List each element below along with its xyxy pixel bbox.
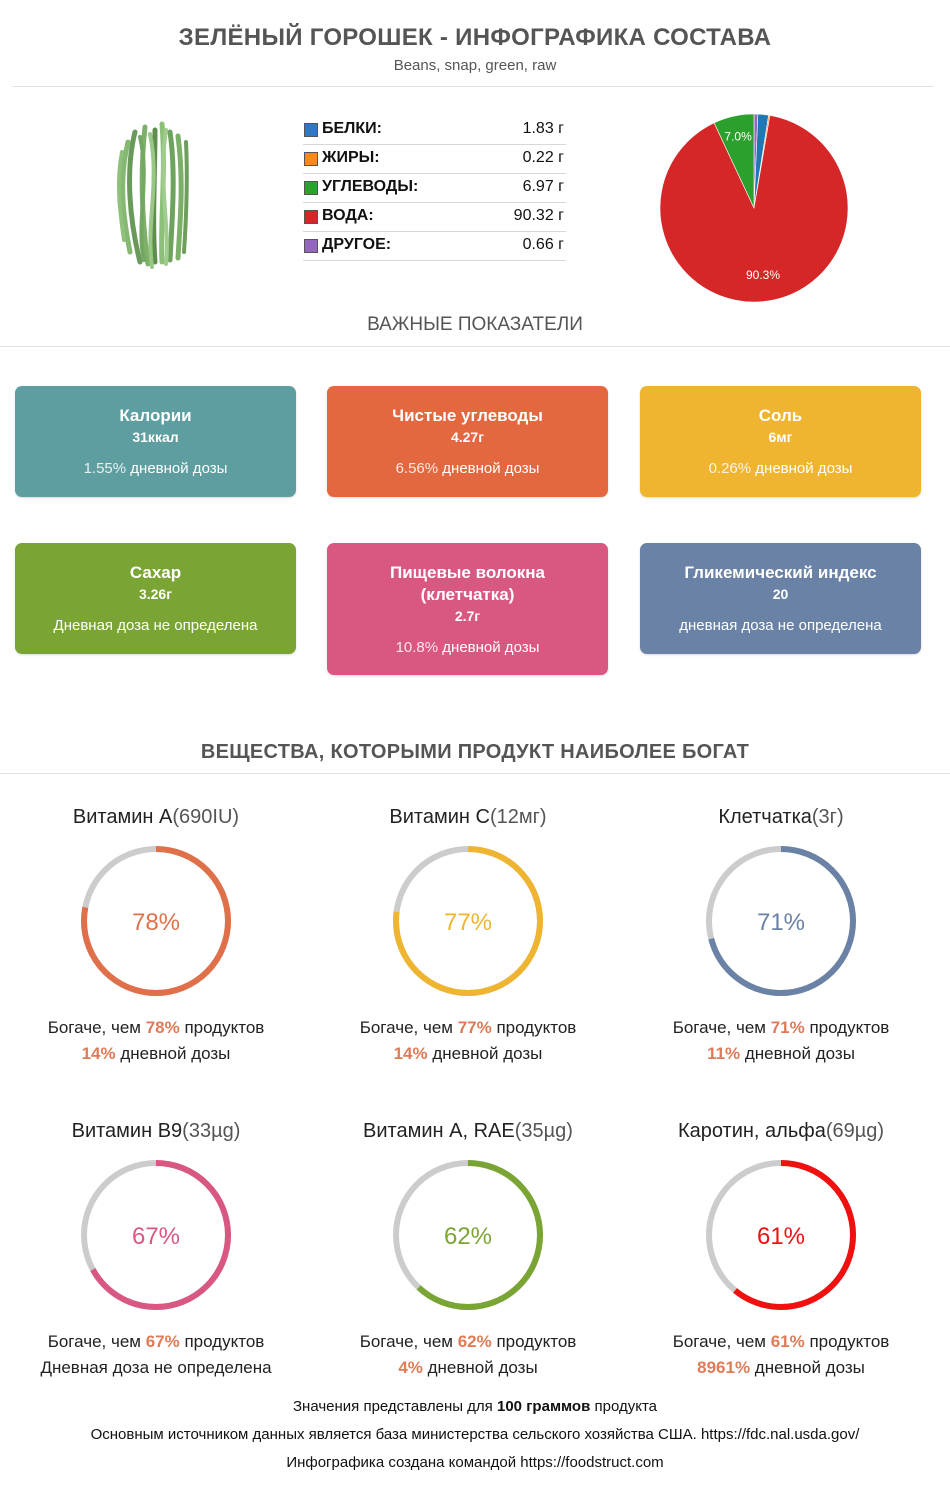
- card-title: Сахар: [129, 563, 182, 582]
- richer-than-text: Богаче, чем 78% продуктов: [47, 1018, 265, 1037]
- card-fiber: [327, 543, 608, 675]
- card-title: Гликемический индекс: [684, 563, 877, 582]
- nutrient-ring-chart: [701, 841, 861, 1001]
- macro-label: ЖИРЫ:: [322, 149, 380, 166]
- divider: [12, 86, 934, 87]
- pie-label: 90.3%: [746, 268, 781, 283]
- macro-value: 6.97 г: [522, 178, 564, 195]
- card-value: 31ккал: [132, 429, 179, 445]
- card-sugar: [15, 543, 296, 654]
- carbs-swatch: [304, 181, 318, 195]
- page-subtitle: Beans, snap, green, raw: [393, 57, 557, 74]
- divider: [0, 773, 950, 774]
- card-note: 0.26% дневной дозы: [708, 460, 853, 477]
- divider: [0, 346, 950, 347]
- nutrient-title: Витамин C(12мг): [389, 806, 547, 828]
- daily-dose-text: 14% дневной дозы: [81, 1044, 231, 1063]
- card-note: 10.8% дневной дозы: [395, 639, 540, 656]
- macro-value: 1.83 г: [522, 120, 564, 137]
- ring-percent-label: 62%: [443, 1223, 493, 1250]
- nutrient-ring-chart: [76, 841, 236, 1001]
- pie-label: 7.0%: [724, 129, 752, 144]
- card-title: Калории: [119, 406, 192, 425]
- card-glycemic-index: [640, 543, 921, 654]
- card-calories: [15, 386, 296, 497]
- richer-than-text: Богаче, чем 61% продуктов: [672, 1332, 890, 1351]
- macro-row: [303, 116, 566, 145]
- nutrient-title: Витамин A, RAE(35µg): [363, 1120, 573, 1142]
- card-value: 2.7г: [454, 608, 481, 624]
- daily-dose-text: 14% дневной дозы: [393, 1044, 543, 1063]
- nutrient-alpha-carotene: [625, 1117, 937, 1381]
- other-swatch: [304, 239, 318, 253]
- green-beans-image: [100, 112, 210, 272]
- macro-value: 0.22 г: [522, 149, 564, 166]
- richer-than-text: Богаче, чем 77% продуктов: [359, 1018, 577, 1037]
- card-title: Соль: [758, 406, 803, 425]
- nutrient-title: Клетчатка(3г): [718, 806, 844, 828]
- card-note: дневная доза не определена: [679, 617, 882, 634]
- page-title: ЗЕЛЁНЫЙ ГОРОШЕК - ИНФОГРАФИКА СОСТАВА: [178, 24, 772, 51]
- macro-row: [303, 232, 566, 261]
- rich-nutrients-title: ВЕЩЕСТВА, КОТОРЫМИ ПРОДУКТ НАИБОЛЕЕ БОГАТ: [200, 741, 750, 763]
- macro-label: ВОДА:: [322, 207, 374, 224]
- card-value: 3.26г: [138, 586, 173, 602]
- card-title: Пищевые волокна (клетчатка): [390, 563, 545, 604]
- macro-row: [303, 203, 566, 232]
- nutrient-title: Витамин A(690IU): [72, 806, 240, 828]
- card-note: Дневная доза не определена: [53, 617, 258, 634]
- nutrient-vitamin-c: [312, 803, 624, 1067]
- ring-percent-label: 61%: [756, 1223, 806, 1250]
- footer-source: Основным источником данных является база министерства сельского хозяйства США. https://fdc.nal.usda.gov/: [90, 1426, 860, 1443]
- nutrient-ring-chart: [76, 1155, 236, 1315]
- footer-credit: Инфографика создана командой https://foodstruct.com: [286, 1454, 664, 1471]
- ring-percent-label: 77%: [443, 909, 493, 936]
- daily-dose-text: Дневная доза не определена: [40, 1358, 272, 1377]
- water-swatch: [304, 210, 318, 224]
- indicators-title: ВАЖНЫЕ ПОКАЗАТЕЛИ: [367, 314, 583, 335]
- ring-percent-label: 78%: [131, 909, 181, 936]
- ring-percent-label: 71%: [756, 909, 806, 936]
- nutrient-title: Каротин, альфа(69µg): [677, 1120, 885, 1142]
- card-title: Чистые углеводы: [392, 406, 543, 425]
- nutrient-fiber: [625, 803, 937, 1067]
- card-note: 1.55% дневной дозы: [83, 460, 228, 477]
- nutrient-vitamin-b9: [0, 1117, 312, 1381]
- macro-row: [303, 145, 566, 174]
- nutrient-vitamin-a: [0, 803, 312, 1067]
- macro-label: БЕЛКИ:: [322, 120, 382, 137]
- nutrient-ring-chart: [701, 1155, 861, 1315]
- macro-value: 0.66 г: [522, 236, 564, 253]
- nutrient-ring-chart: [388, 841, 548, 1001]
- card-value: 20: [772, 586, 789, 602]
- daily-dose-text: 4% дневной дозы: [398, 1358, 538, 1377]
- daily-dose-text: 8961% дневной дозы: [697, 1358, 865, 1377]
- card-value: 4.27г: [450, 429, 485, 445]
- composition-pie-chart: [659, 113, 849, 303]
- fat-swatch: [304, 152, 318, 166]
- nutrient-vitamin-a-rae: [312, 1117, 624, 1381]
- card-note: 6.56% дневной дозы: [395, 460, 540, 477]
- daily-dose-text: 11% дневной дозы: [707, 1044, 855, 1063]
- footer-note: Значения представлены для 100 граммов продукта: [292, 1398, 658, 1415]
- macro-row: [303, 174, 566, 203]
- richer-than-text: Богаче, чем 71% продуктов: [672, 1018, 890, 1037]
- protein-swatch: [304, 123, 318, 137]
- macro-table: [303, 116, 566, 261]
- ring-percent-label: 67%: [131, 1223, 181, 1250]
- nutrient-title: Витамин B9(33µg): [71, 1120, 241, 1142]
- richer-than-text: Богаче, чем 67% продуктов: [47, 1332, 265, 1351]
- nutrient-ring-chart: [388, 1155, 548, 1315]
- card-net-carbs: [327, 386, 608, 497]
- card-salt: [640, 386, 921, 497]
- macro-label: ДРУГОЕ:: [322, 236, 392, 253]
- macro-value: 90.32 г: [513, 207, 564, 224]
- richer-than-text: Богаче, чем 62% продуктов: [359, 1332, 577, 1351]
- card-value: 6мг: [768, 429, 793, 445]
- macro-label: УГЛЕВОДЫ:: [322, 178, 419, 195]
